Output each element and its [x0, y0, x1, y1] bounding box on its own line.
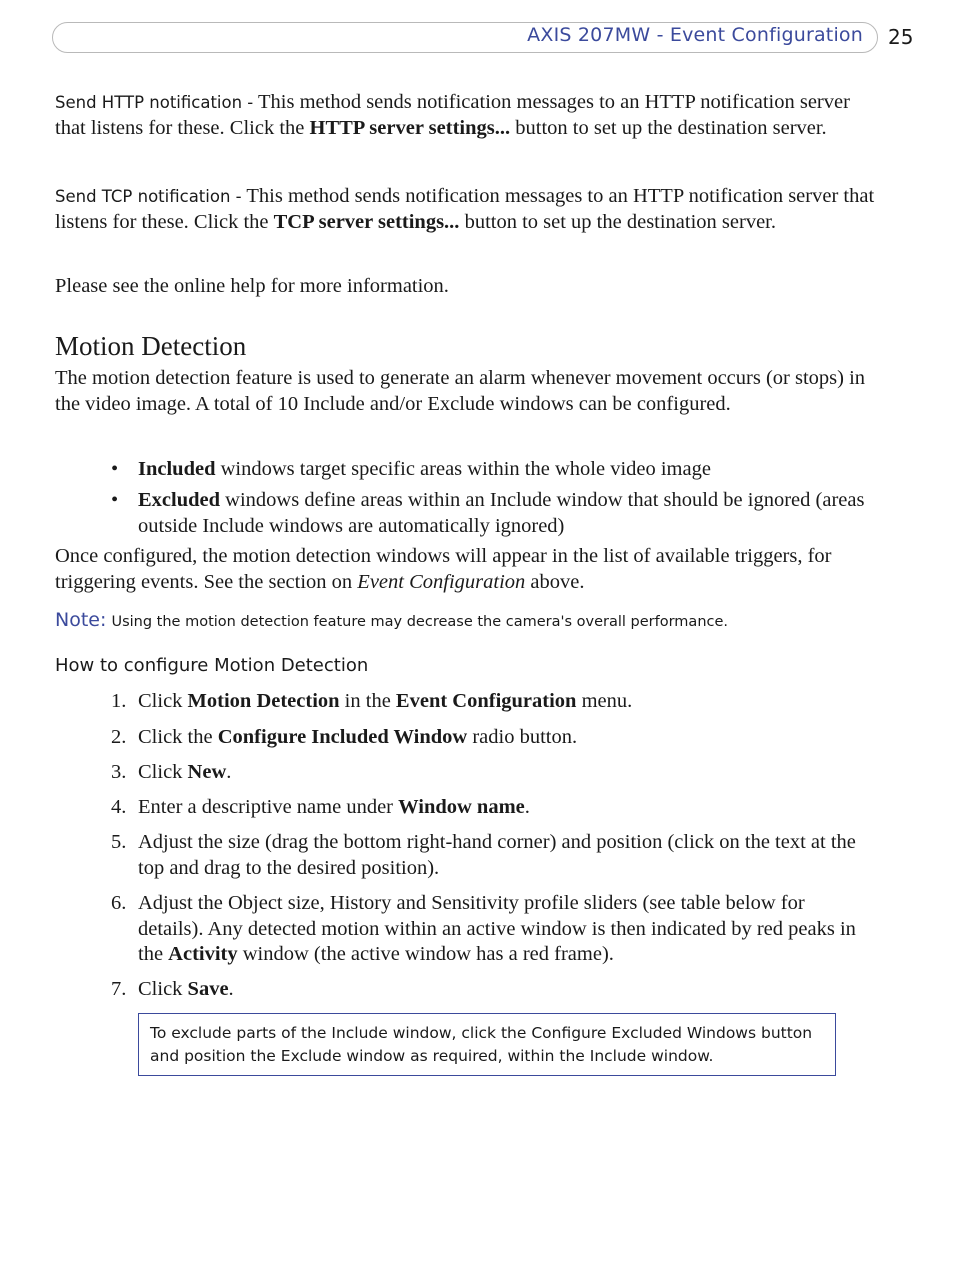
step-item: 7. Click Save.: [111, 978, 234, 1000]
online-help-text: Please see the online help for more information.: [55, 275, 449, 297]
step-item: 4. Enter a descriptive name under Window name.: [111, 796, 530, 818]
motion-detection-heading: Motion Detection: [55, 331, 247, 361]
http-notification-term: Send HTTP notification -: [55, 93, 254, 112]
event-configuration-ref: Event Configuration: [357, 570, 526, 593]
note-label: Note:: [55, 609, 107, 631]
tcp-notification-paragraph: Send TCP notification - This method sends notification messages to an HTTP notification server that listens for these. Click the TCP server settings... button to set up the destination server.: [55, 185, 875, 233]
bullet-icon: •: [111, 458, 119, 480]
triggers-paragraph: Once configured, the motion detection windows will appear in the list of available triggers, for triggering events. See the section on Event Configuration above.: [55, 545, 832, 593]
bullet-icon: •: [111, 489, 119, 511]
step-item: 2. Click the Configure Included Window radio button.: [111, 726, 578, 748]
http-notification-paragraph: Send HTTP notification - This method sends notification messages to an HTTP notification server that listens for these. Click the HTTP server settings... button to set up the destination server.: [55, 91, 850, 139]
list-item: • Included windows target specific areas within the whole video image: [111, 458, 711, 480]
step-item: 3. Click New.: [111, 761, 232, 783]
note-text: Using the motion detection feature may decrease the camera's overall performance.: [111, 614, 729, 630]
step-item: 1. Click Motion Detection in the Event Configuration menu.: [111, 690, 633, 712]
http-server-settings-ref: HTTP server settings...: [309, 116, 511, 139]
performance-note: [55, 609, 728, 631]
motion-intro-paragraph: The motion detection feature is used to generate an alarm whenever movement occurs (or stops) in the video image. A total of 10 Include and/or Exclude windows can be configured.: [55, 367, 866, 415]
window-types-list: [55, 456, 875, 544]
list-item: • Excluded windows define areas within an Include window that should be ignored (areas outside Include windows are automatically ignored): [111, 489, 865, 537]
configure-excluded-windows-ref: Configure Excluded Windows: [531, 1024, 757, 1042]
step-item: 6. Adjust the Object size, History and Sensitivity profile sliders (see table below for details). Any detected motion within an active window is then indicated by red peaks in the Activity window (the active window has a red frame).: [111, 892, 856, 965]
howto-heading: How to configure Motion Detection: [55, 655, 369, 676]
exclude-window-tip-box: To exclude parts of the Include window, click the Configure Excluded Windows button and position the Exclude window as required, within the Include window.: [138, 1013, 836, 1076]
tcp-notification-term: Send TCP notification -: [55, 187, 242, 206]
running-header-title: AXIS 207MW - Event Configuration: [527, 24, 863, 46]
tcp-server-settings-ref: TCP server settings...: [273, 210, 460, 233]
page-number: 25: [888, 25, 914, 49]
step-item: 5. Adjust the size (drag the bottom right-hand corner) and position (click on the text at the top and drag to the desired position).: [111, 831, 856, 879]
